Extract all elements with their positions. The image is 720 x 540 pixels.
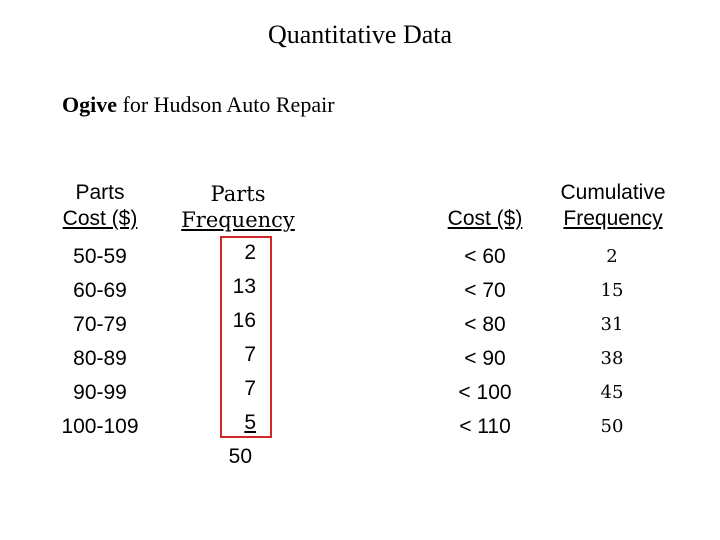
frequency-total: 50 xyxy=(228,445,252,468)
header-parts-cost-line2: Cost ($) xyxy=(62,207,138,230)
subtitle-rest: for Hudson Auto Repair xyxy=(117,92,335,117)
cost-cell: < 100 xyxy=(458,381,512,404)
cost-cell: < 80 xyxy=(464,313,506,336)
range-cell: 100-109 xyxy=(61,415,139,438)
costs-column xyxy=(430,240,540,444)
header-cumulative-line1: Cumulative xyxy=(560,181,666,204)
range-cell: 90-99 xyxy=(73,381,127,404)
frequency-cell: 16 xyxy=(232,309,256,332)
cumulative-cell: 31 xyxy=(600,314,624,335)
header-cost xyxy=(430,206,540,232)
header-parts-cost-line1: Parts xyxy=(75,181,125,204)
header-parts-cost xyxy=(50,180,150,232)
cumulative-cell: 2 xyxy=(606,246,618,267)
frequencies-column xyxy=(190,236,280,474)
frequency-cell: 7 xyxy=(244,343,256,366)
cumulative-cell: 15 xyxy=(600,280,624,301)
range-cell: 50-59 xyxy=(73,245,127,268)
header-parts-frequency-line1: Parts xyxy=(210,182,266,206)
subtitle-bold: Ogive xyxy=(62,92,117,117)
range-cell: 80-89 xyxy=(73,347,127,370)
cost-cell: < 60 xyxy=(464,245,506,268)
cost-cell: < 110 xyxy=(459,415,511,438)
cumulative-cell: 45 xyxy=(600,382,624,403)
header-cost-label: Cost ($) xyxy=(447,207,523,230)
frequency-cell xyxy=(190,406,280,440)
cumulative-cell: 50 xyxy=(600,416,624,437)
range-cell: 60-69 xyxy=(73,279,127,302)
header-cumulative-frequency xyxy=(548,180,678,232)
cost-cell: < 70 xyxy=(464,279,506,302)
frequency-cell: 13 xyxy=(232,275,256,298)
header-cumulative-line2: Frequency xyxy=(563,207,663,230)
frequency-last-cell: 5 xyxy=(244,411,256,434)
range-cell: 70-79 xyxy=(73,313,127,336)
subtitle xyxy=(62,92,335,118)
header-parts-frequency-line2: Frequency xyxy=(181,208,295,232)
cumulative-column xyxy=(572,240,652,444)
frequency-cell: 2 xyxy=(244,241,256,264)
header-parts-frequency xyxy=(178,181,298,233)
ranges-column xyxy=(50,240,150,444)
cost-cell: < 90 xyxy=(464,347,506,370)
frequency-cell: 7 xyxy=(244,377,256,400)
page-title: Quantitative Data xyxy=(267,20,453,49)
cumulative-cell: 38 xyxy=(600,348,624,369)
